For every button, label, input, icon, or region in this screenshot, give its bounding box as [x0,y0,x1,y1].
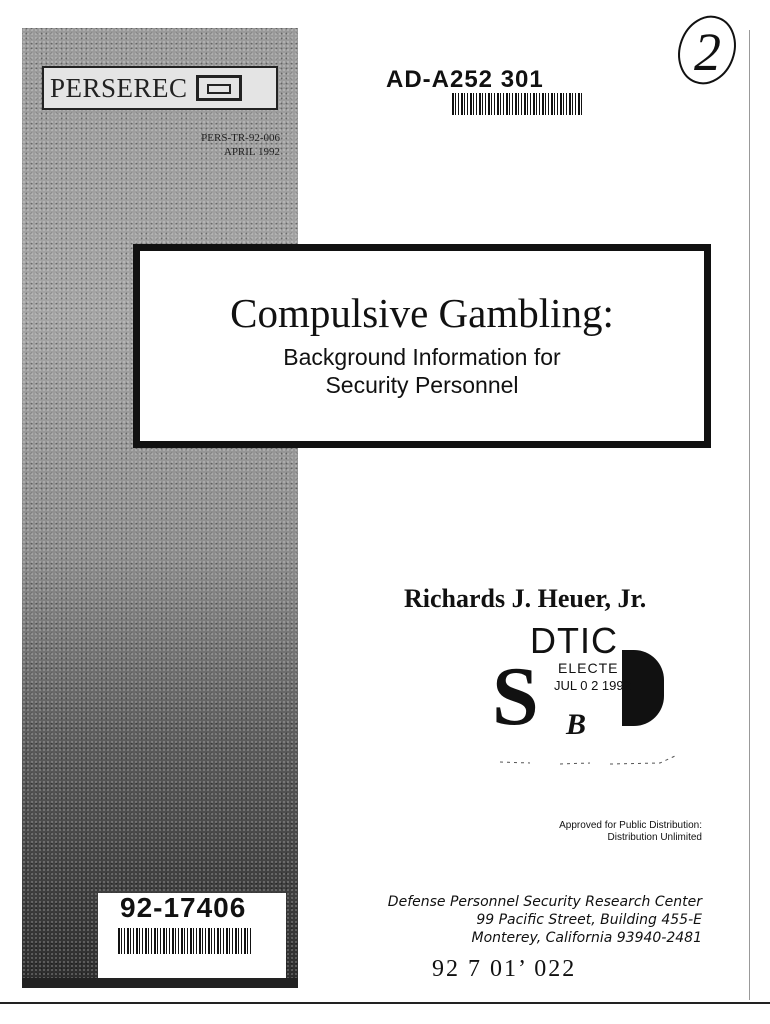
dtic-stamp-status: ELECTE [558,660,619,676]
accession-number: 92-17406 [120,892,247,923]
address-line-1: Defense Personnel Security Research Center [387,894,702,910]
author-name: Richards J. Heuer, Jr. [404,584,647,613]
ad-number: AD-A252 301 [386,66,544,93]
perserec-logo [42,66,278,110]
dtic-stamp-label: DTIC [530,620,618,661]
address-line-3: Monterey, California 93940-2481 [471,930,702,946]
document-number: 92 7 01’ 022 [432,956,577,982]
stamp-underline [490,748,690,768]
accession-barcode [118,928,252,954]
strip-texture [22,28,298,988]
page-edge-line [749,30,750,1000]
logo-box-icon [196,75,242,101]
dtic-stamp-b: B [566,708,587,741]
page-bottom-line [0,1002,770,1004]
title-box [133,244,711,448]
page-title: Compulsive Gambling: [230,290,614,336]
report-number: PERS-TR-92-006 [201,132,280,144]
report-date: APRIL 1992 [223,146,280,158]
strip-footer-bar [22,978,298,988]
logo-text: PERSEREC [50,72,188,103]
handwritten-circled-mark [672,8,742,88]
distribution-statement: Approved for Public Distribution: Distribution Unlimited [559,820,702,843]
handwritten-mark-text: 2 [694,22,721,82]
dtic-stamp-date: JUL 0 2 1992 [554,678,631,693]
dtic-stamp-s: S [492,650,539,743]
ad-barcode [452,93,582,115]
address-line-2: 99 Pacific Street, Building 455-E [476,912,702,928]
page-subtitle: Background Information for Security Personnel [283,344,561,398]
